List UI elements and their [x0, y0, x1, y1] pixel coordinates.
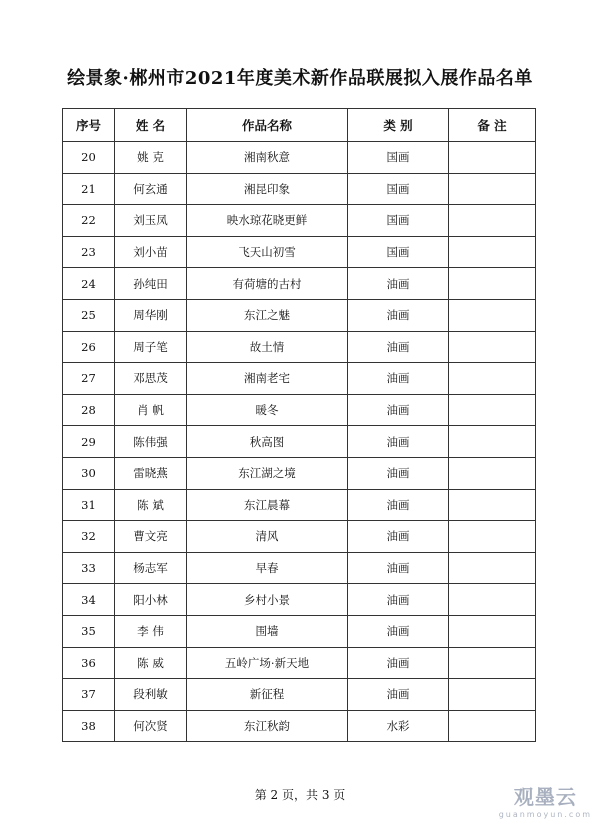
cell-note — [449, 236, 536, 268]
cell-work: 映水琼花晓更鲜 — [187, 205, 348, 237]
table-row — [63, 394, 536, 426]
cell-work: 湘昆印象 — [187, 173, 348, 205]
cell-name: 周子笔 — [115, 331, 187, 363]
cell-no: 26 — [63, 331, 115, 363]
watermark-domain: guanmoyun.com — [498, 810, 592, 819]
cell-category: 国画 — [348, 173, 449, 205]
table-row — [63, 710, 536, 742]
header-no: 序号 — [63, 109, 115, 142]
cell-no: 38 — [63, 710, 115, 742]
table-row — [63, 584, 536, 616]
table-row — [63, 489, 536, 521]
cell-work: 暖冬 — [187, 394, 348, 426]
cell-name: 肖 帆 — [115, 394, 187, 426]
cell-work: 飞天山初雪 — [187, 236, 348, 268]
cell-category: 国画 — [348, 236, 449, 268]
cell-note — [449, 489, 536, 521]
cell-category: 国画 — [348, 205, 449, 237]
cell-no: 33 — [63, 552, 115, 584]
cell-name: 曹文亮 — [115, 521, 187, 553]
cell-work: 故土情 — [187, 331, 348, 363]
table-row — [63, 647, 536, 679]
cell-no: 24 — [63, 268, 115, 300]
cell-name: 何玄通 — [115, 173, 187, 205]
watermark-text: 观墨云 — [513, 785, 577, 809]
cell-category: 油画 — [348, 679, 449, 711]
cell-category: 油画 — [348, 426, 449, 458]
cell-note — [449, 268, 536, 300]
cell-category: 油画 — [348, 394, 449, 426]
cell-note — [449, 615, 536, 647]
cell-work: 清风 — [187, 521, 348, 553]
cell-name: 陈 威 — [115, 647, 187, 679]
header-name: 姓 名 — [115, 109, 187, 142]
cell-work: 有荷塘的古村 — [187, 268, 348, 300]
cell-note — [449, 205, 536, 237]
cell-note — [449, 363, 536, 395]
cell-note — [449, 457, 536, 489]
cell-name: 段利敏 — [115, 679, 187, 711]
cell-work: 围墙 — [187, 615, 348, 647]
cell-category: 油画 — [348, 363, 449, 395]
cell-name: 姚 克 — [115, 142, 187, 174]
cell-no: 30 — [63, 457, 115, 489]
cell-note — [449, 552, 536, 584]
page-footer: 第 2 页，共 3 页 — [254, 788, 346, 802]
table-row — [63, 173, 536, 205]
cell-name: 陈 斌 — [115, 489, 187, 521]
cell-work: 五岭广场·新天地 — [187, 647, 348, 679]
watermark-logo — [499, 781, 592, 819]
cell-no: 25 — [63, 299, 115, 331]
cell-category: 油画 — [348, 615, 449, 647]
cell-name: 雷晓燕 — [115, 457, 187, 489]
cell-note — [449, 710, 536, 742]
cell-category: 油画 — [348, 584, 449, 616]
table-row — [63, 299, 536, 331]
cell-no: 36 — [63, 647, 115, 679]
cell-category: 国画 — [348, 142, 449, 174]
cell-note — [449, 679, 536, 711]
cell-no: 22 — [63, 205, 115, 237]
cell-work: 秋高图 — [187, 426, 348, 458]
cell-name: 陈伟强 — [115, 426, 187, 458]
cell-work: 东江之魅 — [187, 299, 348, 331]
table-row — [63, 331, 536, 363]
cell-note — [449, 299, 536, 331]
table-row — [63, 552, 536, 584]
cell-work: 乡村小景 — [187, 584, 348, 616]
cell-work: 湘南老宅 — [187, 363, 348, 395]
cell-no: 37 — [63, 679, 115, 711]
cell-no: 21 — [63, 173, 115, 205]
cell-no: 28 — [63, 394, 115, 426]
header-work: 作品名称 — [187, 109, 348, 142]
cell-work: 湘南秋意 — [187, 142, 348, 174]
cell-category: 油画 — [348, 552, 449, 584]
cell-category: 水彩 — [348, 710, 449, 742]
cell-no: 32 — [63, 521, 115, 553]
table-row — [63, 363, 536, 395]
cell-note — [449, 647, 536, 679]
cell-note — [449, 331, 536, 363]
cell-category: 油画 — [348, 457, 449, 489]
cell-name: 刘小苗 — [115, 236, 187, 268]
cell-work: 东江湖之境 — [187, 457, 348, 489]
cell-category: 油画 — [348, 331, 449, 363]
cell-no: 23 — [63, 236, 115, 268]
cell-work: 东江秋韵 — [187, 710, 348, 742]
table-row — [63, 236, 536, 268]
table-row — [63, 268, 536, 300]
table-row — [63, 521, 536, 553]
cell-category: 油画 — [348, 489, 449, 521]
table-row — [63, 205, 536, 237]
cell-work: 东江晨幕 — [187, 489, 348, 521]
table-header-row — [63, 109, 536, 142]
table-row — [63, 426, 536, 458]
cell-no: 31 — [63, 489, 115, 521]
page-title: 绘景象·郴州市2021年度美术新作品联展拟入展作品名单 — [67, 68, 533, 89]
cell-name: 阳小林 — [115, 584, 187, 616]
cell-no: 35 — [63, 615, 115, 647]
cell-work: 新征程 — [187, 679, 348, 711]
cell-name: 周华刚 — [115, 299, 187, 331]
cell-no: 27 — [63, 363, 115, 395]
table-row — [63, 142, 536, 174]
cell-note — [449, 521, 536, 553]
cell-name: 杨志军 — [115, 552, 187, 584]
cell-no: 29 — [63, 426, 115, 458]
header-category: 类 别 — [348, 109, 449, 142]
cell-note — [449, 394, 536, 426]
cell-name: 何次贤 — [115, 710, 187, 742]
cell-category: 油画 — [348, 268, 449, 300]
cell-category: 油画 — [348, 521, 449, 553]
cell-category: 油画 — [348, 647, 449, 679]
header-note: 备 注 — [449, 109, 536, 142]
cell-note — [449, 426, 536, 458]
cell-note — [449, 142, 536, 174]
table-row — [63, 615, 536, 647]
cell-name: 刘玉凤 — [115, 205, 187, 237]
cell-work: 早春 — [187, 552, 348, 584]
cell-note — [449, 173, 536, 205]
cell-name: 孙纯田 — [115, 268, 187, 300]
table-row — [63, 679, 536, 711]
cell-note — [449, 584, 536, 616]
cell-no: 20 — [63, 142, 115, 174]
artwork-list-table — [62, 108, 536, 742]
cell-category: 油画 — [348, 299, 449, 331]
cell-no: 34 — [63, 584, 115, 616]
cell-name: 邓思茂 — [115, 363, 187, 395]
cell-name: 李 伟 — [115, 615, 187, 647]
table-row — [63, 457, 536, 489]
